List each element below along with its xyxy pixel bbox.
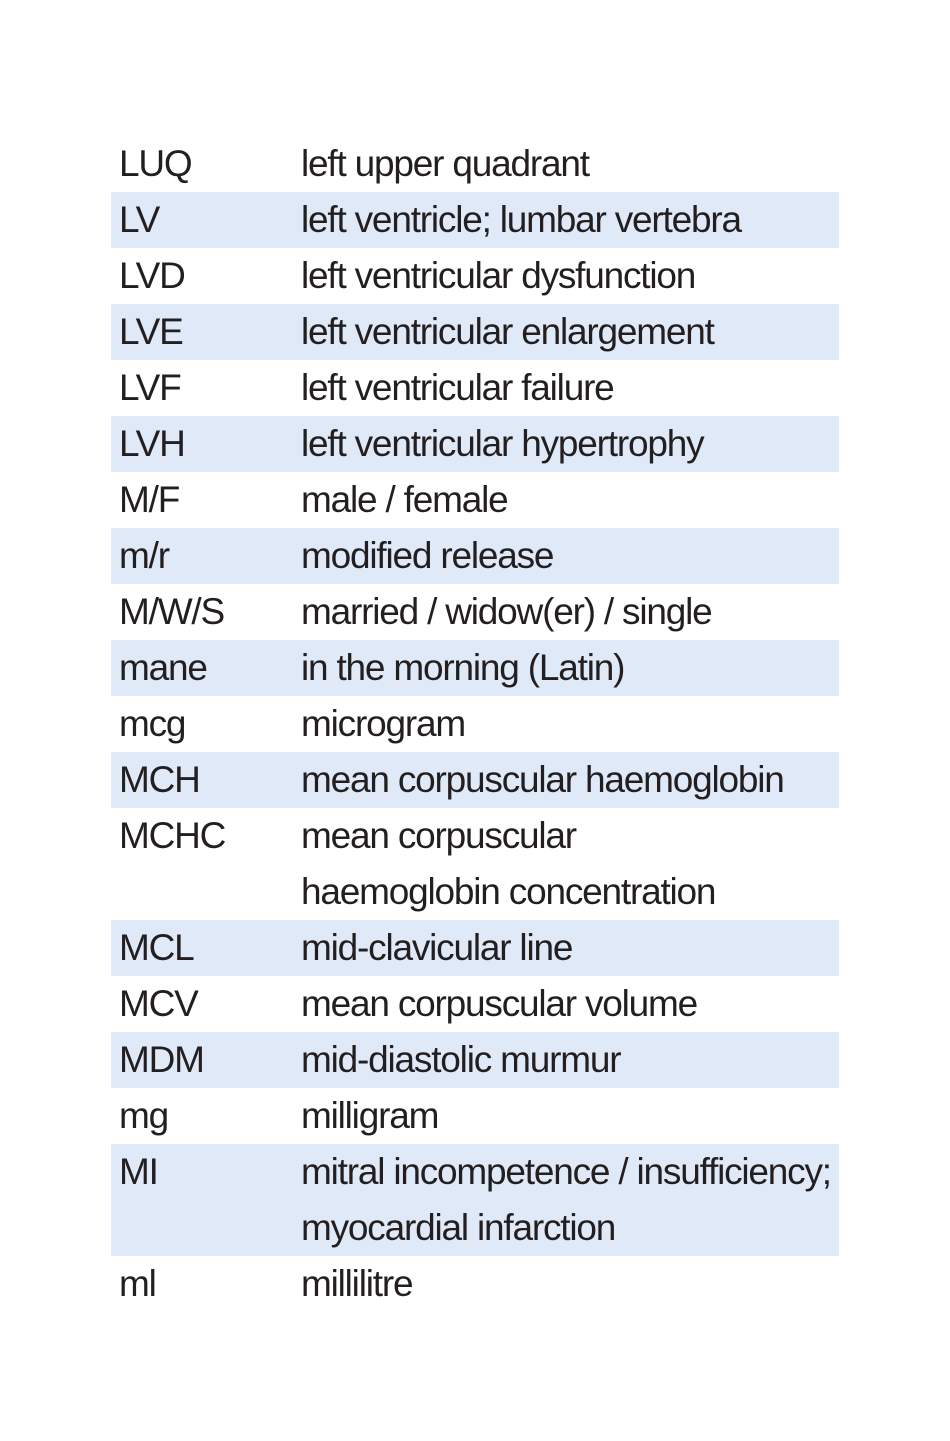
definition — [301, 808, 839, 920]
definition — [301, 976, 839, 1032]
glossary-row — [111, 1256, 839, 1312]
glossary-row — [111, 472, 839, 528]
definition-line: mean corpuscular haemoglobin — [301, 759, 784, 800]
definition — [301, 360, 839, 416]
abbreviation: LVD — [119, 255, 185, 296]
definition — [301, 640, 839, 696]
abbreviation: MDM — [119, 1039, 204, 1080]
definition — [301, 920, 839, 976]
definition-line: mean corpuscular — [301, 815, 576, 856]
definition-line: left ventricular enlargement — [301, 311, 714, 352]
definition-line: haemoglobin concentration — [301, 871, 716, 912]
abbreviation: MCH — [119, 759, 200, 800]
definition-line: left ventricular hypertrophy — [301, 423, 704, 464]
abbreviation: M/W/S — [119, 591, 224, 632]
abbreviation: LVF — [119, 367, 181, 408]
abbreviation: mg — [119, 1095, 168, 1136]
abbreviation: MCHC — [119, 815, 226, 856]
definition — [301, 192, 839, 248]
definition-line: milligram — [301, 1095, 439, 1136]
definition-line: left ventricular failure — [301, 367, 614, 408]
abbreviation: LVE — [119, 311, 183, 352]
definition-line: left ventricular dysfunction — [301, 255, 696, 296]
glossary-row — [111, 584, 839, 640]
abbreviation-glossary — [111, 136, 839, 1312]
glossary-row — [111, 360, 839, 416]
definition — [301, 1256, 839, 1312]
definition — [301, 1144, 839, 1256]
glossary-row — [111, 304, 839, 360]
glossary-row — [111, 416, 839, 472]
definition — [301, 752, 839, 808]
glossary-row — [111, 640, 839, 696]
definition — [301, 304, 839, 360]
definition-line: myocardial infarction — [301, 1207, 616, 1248]
glossary-row — [111, 752, 839, 808]
definition-line: left ventricle; lumbar vertebra — [301, 199, 741, 240]
glossary-row — [111, 192, 839, 248]
glossary-row — [111, 976, 839, 1032]
definition-line: mitral incompetence / insufficiency; — [301, 1151, 831, 1192]
definition-line: modified release — [301, 535, 554, 576]
glossary-row — [111, 696, 839, 752]
definition-line: mid-clavicular line — [301, 927, 573, 968]
definition — [301, 136, 839, 192]
glossary-row — [111, 1144, 839, 1256]
abbreviation: m/r — [119, 535, 169, 576]
definition-line: mid-diastolic murmur — [301, 1039, 621, 1080]
abbreviation: mane — [119, 647, 207, 688]
definition-line: male / female — [301, 479, 508, 520]
definition — [301, 416, 839, 472]
glossary-row — [111, 248, 839, 304]
definition — [301, 584, 839, 640]
definition-line: millilitre — [301, 1263, 413, 1304]
abbreviation: mcg — [119, 703, 186, 744]
definition-line: married / widow(er) / single — [301, 591, 712, 632]
definition-line: left upper quadrant — [301, 143, 589, 184]
glossary-row — [111, 808, 839, 920]
glossary-row — [111, 1088, 839, 1144]
definition — [301, 472, 839, 528]
definition — [301, 248, 839, 304]
definition-line: in the morning (Latin) — [301, 647, 625, 688]
definition — [301, 1032, 839, 1088]
definition — [301, 1088, 839, 1144]
abbreviation: LVH — [119, 423, 185, 464]
abbreviation: MI — [119, 1151, 158, 1192]
glossary-row — [111, 528, 839, 584]
abbreviation: MCL — [119, 927, 194, 968]
abbreviation: LV — [119, 199, 160, 240]
abbreviation: ml — [119, 1263, 156, 1304]
definition — [301, 696, 839, 752]
definition-line: mean corpuscular volume — [301, 983, 698, 1024]
glossary-row — [111, 136, 839, 192]
abbreviation: M/F — [119, 479, 180, 520]
abbreviation: MCV — [119, 983, 198, 1024]
abbreviation: LUQ — [119, 143, 192, 184]
definition-line: microgram — [301, 703, 465, 744]
definition — [301, 528, 839, 584]
glossary-row — [111, 920, 839, 976]
glossary-row — [111, 1032, 839, 1088]
